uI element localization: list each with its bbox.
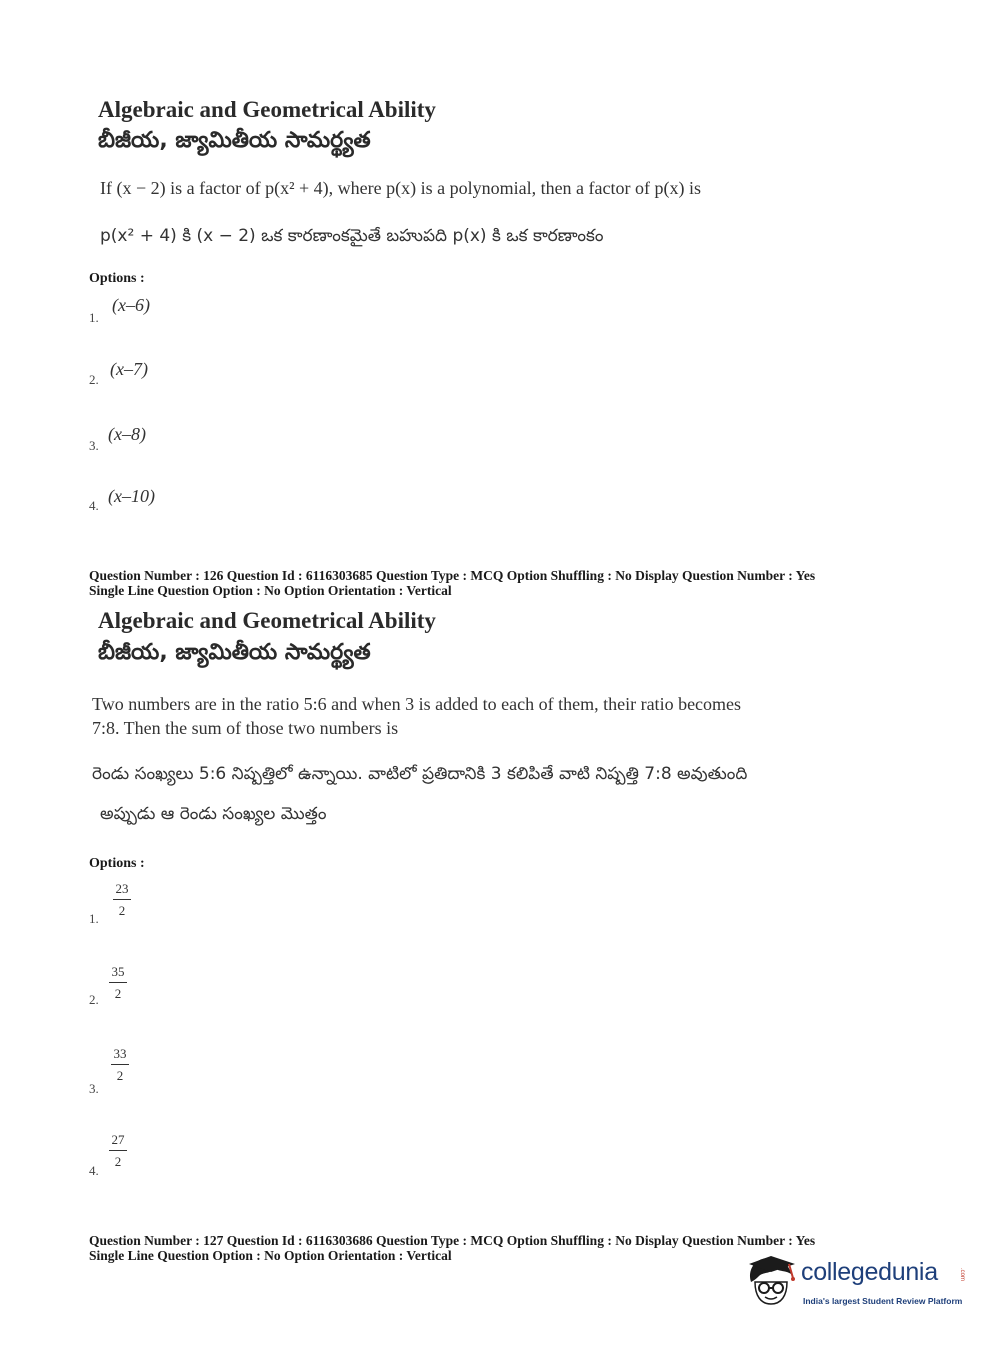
option-value: (x–10) bbox=[108, 486, 155, 506]
option-number: 3. bbox=[89, 438, 99, 453]
option-number: 1. bbox=[89, 911, 99, 926]
fraction-numerator: 23 bbox=[113, 881, 131, 900]
question-text-en: 7:8. Then the sum of those two numbers is bbox=[92, 718, 399, 738]
collegedunia-logo bbox=[745, 1252, 970, 1314]
meta-line: Question Number : 126 Question Id : 6116303685 Question Type : MCQ Option Shuffling : No Display Question Number : Yes bbox=[89, 568, 816, 583]
fraction bbox=[109, 964, 127, 1002]
option-number: 4. bbox=[89, 1163, 99, 1178]
option-number: 2. bbox=[89, 992, 99, 1007]
logo-wordmark: collegedunia bbox=[801, 1258, 938, 1286]
options-label: Options : bbox=[89, 271, 145, 286]
option-number: 3. bbox=[89, 1081, 99, 1096]
option-value: (x–7) bbox=[110, 359, 148, 379]
fraction-denominator: 2 bbox=[114, 1154, 122, 1169]
fraction-denominator: 2 bbox=[116, 1068, 124, 1083]
meta-line: Single Line Question Option : No Option Orientation : Vertical bbox=[89, 1248, 452, 1263]
option-number: 1. bbox=[89, 310, 99, 325]
fraction bbox=[111, 1046, 129, 1084]
logo-tagline: India's largest Student Review Platform bbox=[803, 1296, 963, 1306]
question-text-te: అప్పుడు ఆ రెండు సంఖ్యల మొత్తం bbox=[100, 804, 327, 824]
question-text-te: రెండు సంఖ్యలు 5:6 నిష్పత్తిలో ఉన్నాయి. వాటిలో ప్రతిదానికి 3 కలిపితే వాటి నిష్పత్తి 7:8 అవుతుంది bbox=[92, 764, 748, 784]
section-title-en: Algebraic and Geometrical Ability bbox=[98, 608, 436, 633]
options-label: Options : bbox=[89, 856, 145, 871]
logo-suffix: .com bbox=[959, 1268, 965, 1282]
fraction bbox=[113, 881, 131, 919]
option-number: 2. bbox=[89, 372, 99, 387]
option-value: (x–6) bbox=[112, 295, 150, 315]
question-meta bbox=[89, 568, 815, 598]
question-text-te: p(x² + 4) కి (x − 2) ఒక కారణాంకమైతే బహుపది p(x) కి ఒక కారణాంకం bbox=[100, 226, 604, 246]
question-meta bbox=[89, 1233, 815, 1263]
fraction bbox=[109, 1132, 127, 1170]
fraction-numerator: 33 bbox=[111, 1046, 129, 1065]
fraction-denominator: 2 bbox=[114, 986, 122, 1001]
section-title-te: బీజీయ, జ్యామితీయ సామర్థ్యత bbox=[98, 640, 371, 665]
fraction-numerator: 27 bbox=[109, 1132, 127, 1151]
section-title-en: Algebraic and Geometrical Ability bbox=[98, 97, 436, 122]
question-text-en: Two numbers are in the ratio 5:6 and when 3 is added to each of them, their ratio becomes bbox=[92, 694, 742, 714]
student-mascot-icon bbox=[745, 1252, 801, 1314]
option-value: (x–8) bbox=[108, 424, 146, 444]
section-title-te: బీజీయ, జ్యామితీయ సామర్థ్యత bbox=[98, 128, 371, 153]
option-number: 4. bbox=[89, 498, 99, 513]
fraction-numerator: 35 bbox=[109, 964, 127, 983]
fraction-denominator: 2 bbox=[118, 903, 126, 918]
meta-line: Single Line Question Option : No Option Orientation : Vertical bbox=[89, 583, 452, 598]
meta-line: Question Number : 127 Question Id : 6116303686 Question Type : MCQ Option Shuffling : No Display Question Number : Yes bbox=[89, 1233, 816, 1248]
question-text-en: If (x − 2) is a factor of p(x² + 4), where p(x) is a polynomial, then a factor of p(x) is bbox=[100, 178, 702, 198]
